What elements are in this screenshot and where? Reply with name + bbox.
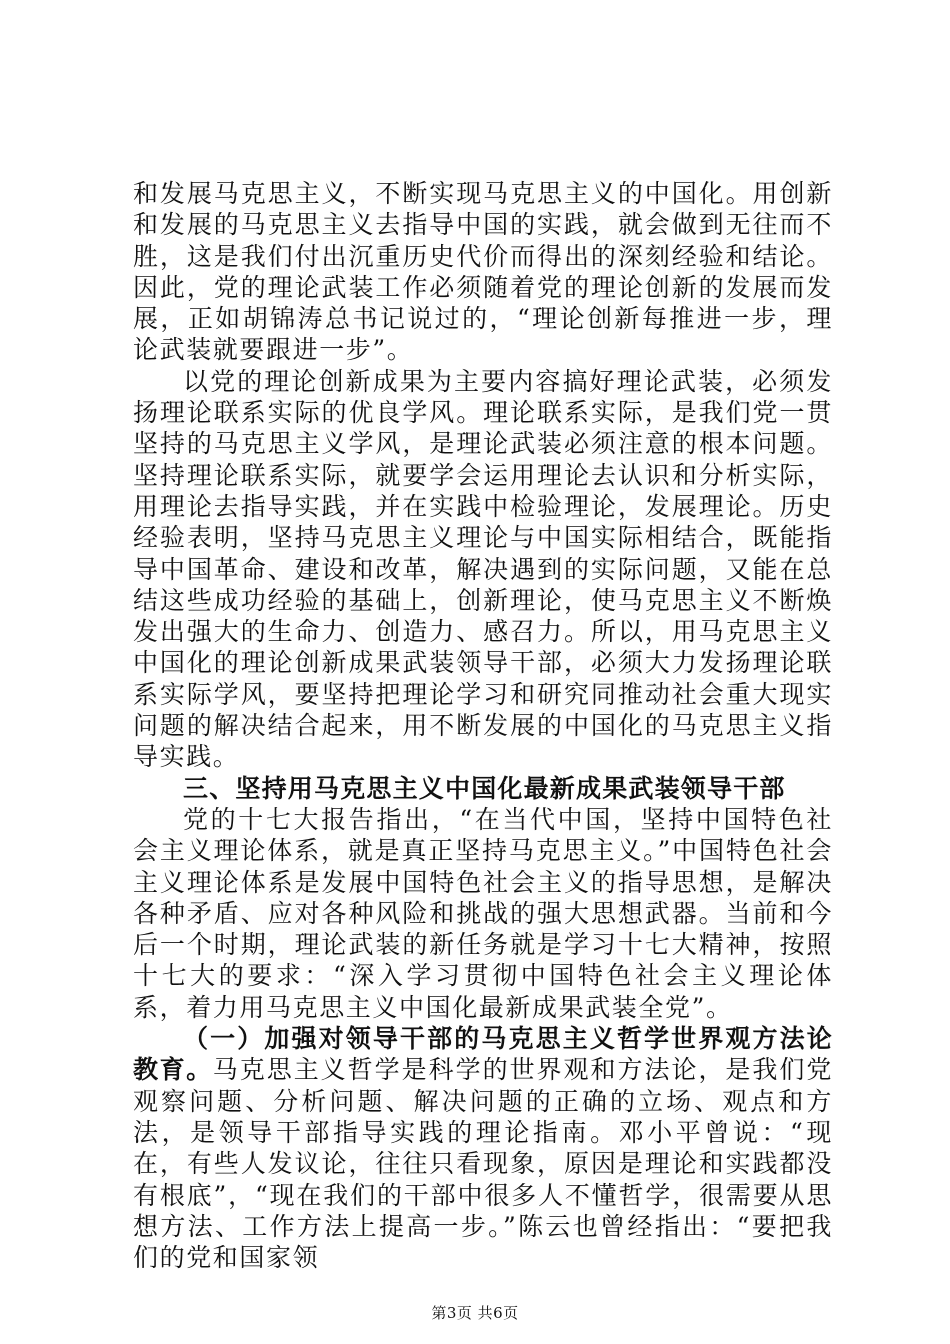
page-footer: 第3页 共6页	[431, 1304, 519, 1322]
subsection-text: 马克思主义哲学是科学的世界观和方法论，是我们党观察问题、分析问题、解决问题的正确的立场、观点和方法，是领导干部指导实践的理论指南。邓小平曾说：“现在，有些人发议论，往往只看现象，原因是理论和实践都没有根底”，“现在我们的干部中很多人不懂哲学，很需要从思想方法、工作方法上提高一步。”陈云也曾经指出：“要把我们的党和国家领	[133, 1055, 833, 1273]
paragraph-seventeenth-congress: 党的十七大报告指出，“在当代中国，坚持中国特色社会主义理论体系，就是真正坚持马克思主义。”中国特色社会主义理论体系是发展中国特色社会主义的指导思想，是解决各种矛盾、应对各种风险和挑战的强大思想武器。当前和今后一个时期，理论武装的新任务就是学习十七大精神，按照十七大的要求：“深入学习贯彻中国特色社会主义理论体系，着力用马克思主义中国化最新成果武装全党”。	[133, 804, 833, 1022]
paragraph-subsection-one	[133, 1023, 833, 1273]
paragraph-continuation: 和发展马克思主义，不断实现马克思主义的中国化。用创新和发展的马克思主义去指导中国的实践，就会做到无往而不胜，这是我们付出沉重历史代价而得出的深刻经验和结论。因此，党的理论武装工作必须随着党的理论创新的发展而发展，正如胡锦涛总书记说过的，“理论创新每推进一步，理论武装就要跟进一步”。	[133, 179, 833, 365]
document-body	[133, 178, 833, 1273]
section-heading: 三、坚持用马克思主义中国化最新成果武装领导干部	[183, 773, 786, 803]
paragraph-theory-practice: 以党的理论创新成果为主要内容搞好理论武装，必须发扬理论联系实际的优良学风。理论联系实际，是我们党一贯坚持的马克思主义学风，是理论武装必须注意的根本问题。坚持理论联系实际，就要学会运用理论去认识和分析实际，用理论去指导实践，并在实践中检验理论，发展理论。历史经验表明，坚持马克思主义理论与中国实际相结合，既能指导中国革命、建设和改革，解决遇到的实际问题，又能在总结这些成功经验的基础上，创新理论，使马克思主义不断焕发出强大的生命力、创造力、感召力。所以，用马克思主义中国化的理论创新成果武装领导干部，必须大力发扬理论联系实际学风，要坚持把理论学习和研究同推动社会重大现实问题的解决结合起来，用不断发展的中国化的马克思主义指导实践。	[133, 366, 833, 772]
subsection-heading: （一）加强对领导干部的马克思主义哲学世界观方法论教育。	[133, 1024, 833, 1085]
